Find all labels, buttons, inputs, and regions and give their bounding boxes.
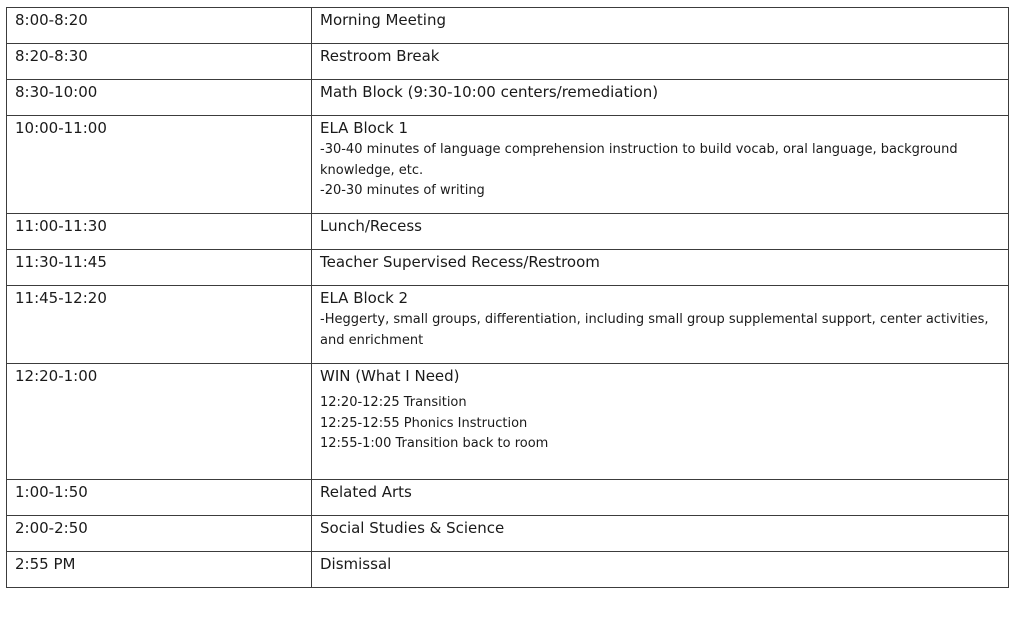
activity-title: Math Block (9:30-10:00 centers/remediation) bbox=[320, 83, 659, 101]
activity-detail bbox=[320, 140, 1000, 202]
schedule-table bbox=[6, 7, 1009, 588]
activity-cell bbox=[312, 516, 1009, 552]
activity-title: Social Studies & Science bbox=[320, 519, 505, 537]
activity-title: WIN (What I Need) bbox=[320, 367, 460, 385]
detail-line: -30-40 minutes of language comprehension instruction to build vocab, oral language, background knowledge, etc. bbox=[320, 142, 958, 178]
time-cell: 12:20-1:00 bbox=[7, 364, 312, 480]
table-row bbox=[7, 552, 1009, 588]
activity-title: ELA Block 2 bbox=[320, 289, 409, 307]
table-row bbox=[7, 516, 1009, 552]
subitem-line: 12:25-12:55 Phonics Instruction bbox=[320, 415, 528, 431]
subitem-line: 12:20-12:25 Transition bbox=[320, 395, 467, 410]
time-cell: 1:00-1:50 bbox=[7, 480, 312, 516]
activity-title: Restroom Break bbox=[320, 47, 440, 65]
activity-cell bbox=[312, 552, 1009, 588]
time-cell: 11:00-11:30 bbox=[7, 214, 312, 250]
activity-cell bbox=[312, 214, 1009, 250]
activity-title: Dismissal bbox=[320, 555, 392, 573]
time-cell: 8:00-8:20 bbox=[7, 8, 312, 44]
activity-title: Morning Meeting bbox=[320, 11, 446, 29]
time-cell: 2:00-2:50 bbox=[7, 516, 312, 552]
activity-subitems bbox=[320, 393, 1000, 455]
activity-cell bbox=[312, 364, 1009, 480]
table-row bbox=[7, 80, 1009, 116]
table-row bbox=[7, 116, 1009, 214]
time-cell: 2:55 PM bbox=[7, 552, 312, 588]
activity-cell bbox=[312, 480, 1009, 516]
time-cell: 8:20-8:30 bbox=[7, 44, 312, 80]
activity-title: Teacher Supervised Recess/Restroom bbox=[320, 253, 600, 271]
time-cell: 11:45-12:20 bbox=[7, 286, 312, 364]
activity-cell bbox=[312, 44, 1009, 80]
subitem-line: 12:55-1:00 Transition back to room bbox=[320, 436, 549, 451]
activity-cell bbox=[312, 250, 1009, 286]
table-row bbox=[7, 214, 1009, 250]
activity-cell bbox=[312, 116, 1009, 214]
activity-cell bbox=[312, 8, 1009, 44]
activity-detail bbox=[320, 310, 1000, 351]
table-row bbox=[7, 44, 1009, 80]
time-cell: 8:30-10:00 bbox=[7, 80, 312, 116]
time-cell: 11:30-11:45 bbox=[7, 250, 312, 286]
detail-line: -Heggerty, small groups, differentiation, including small group supplemental support, center activities, and enrichment bbox=[320, 312, 989, 348]
detail-line: -20-30 minutes of writing bbox=[320, 183, 485, 198]
table-row bbox=[7, 480, 1009, 516]
table-row bbox=[7, 286, 1009, 364]
activity-title: Lunch/Recess bbox=[320, 217, 422, 235]
time-cell: 10:00-11:00 bbox=[7, 116, 312, 214]
table-row bbox=[7, 8, 1009, 44]
activity-title: Related Arts bbox=[320, 483, 412, 501]
activity-title: ELA Block 1 bbox=[320, 119, 409, 137]
activity-cell bbox=[312, 286, 1009, 364]
table-row bbox=[7, 250, 1009, 286]
table-row bbox=[7, 364, 1009, 480]
activity-cell bbox=[312, 80, 1009, 116]
